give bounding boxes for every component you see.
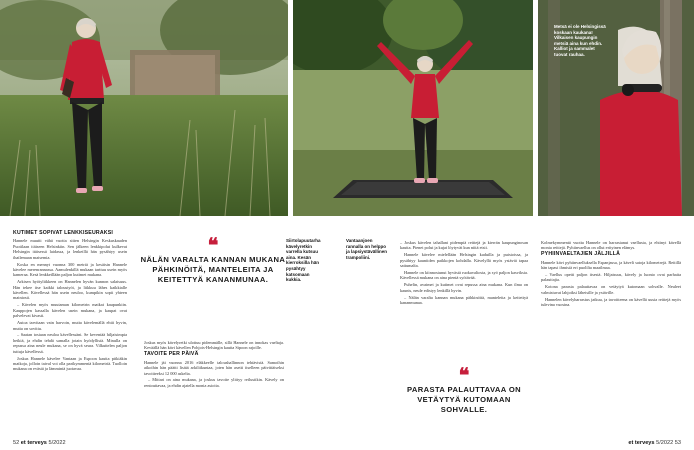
magazine-name-right: et terveys <box>628 440 655 446</box>
section-heading-tavoite: TAVOITE PER PÄIVÄ <box>144 351 199 358</box>
paragraph: Kolmekymmentä vuotta Hannele on harrastanut vaellusta, ja ehtinyt kävellä monia reittejä. Pyhiinvaellus on ollut erityinen elämys. <box>541 240 681 251</box>
paragraph: Hannelen kävelyharrastus jatkuu, ja tavoitteena on kävellä uusia reittejä myös tulevina vuosina. <box>541 296 681 308</box>
page-number-left: 52 <box>13 440 20 446</box>
paragraph: Hannele kävi pyhiinvaelluksella Espanjassa, ja käveli satoja kilometrejä. Reitillä hän tapasi ihmisiä eri puolilta maailmaa. <box>541 259 681 271</box>
paragraph: – Kävelen myös muutaman kilometrin matkat kaupunkiin. Kauppojen kassalla kävelen usein mukana, ja kaupat ovat palvelevat kivasti. <box>13 302 127 319</box>
paragraph: Kotona parasta palauttavaa on vetäytyä kutomaan sohvalle. Neuleet valmistuvat lahjoiksi läheisille ja ystäville. <box>541 284 681 295</box>
paragraph: Puhelin, avaimet ja kutimet ovat repussa aina mukana. Kun ilma on kaunis, neule edistyy lenkillä hyvin. <box>400 282 528 293</box>
paragraph: Hannele on kiinnostunut hyvästä ruokavaliosta, ja syö paljon kasviksia. Kävellessä mukana on aina pientä syötävää. <box>400 270 528 281</box>
paragraph: Autoa tarvitaan vain harvoin, mutta kävelemällä ehtii hyvin, mutta on sovittu. <box>13 320 127 331</box>
quote-mark-icon: ❝ <box>458 365 470 387</box>
caption-garden: Siirtolapuutarha kävelyretkin varrella kutsuu aina. Kesän kierroksilla hän pysähtyy katsomaan kukkia. <box>286 238 321 283</box>
left-column-2 <box>144 340 284 390</box>
paragraph: Hannele muutti vähä vuotta sitten Helsingin Keskuskauden Puotilaan itäiseen Helsinkiin. Sen jälkeen lenkkipolut kulkevat Helsingin itäisessä laidassa, ja lenkeillä hän pysähtyy usein ihailemaan maisemia. <box>13 238 127 260</box>
photo-woman-trampoline <box>293 0 533 216</box>
paragraph: – Saatan tosiaan neuloa kävellessäni. Se keventää hiljaisimpia hetkiä, ja ehdin tehdä samalla jotain hyödyllistä. Minulla on repussa aina neule mukana, se on hyvä seura. Vilkuttelen paljon tuttuja kävellessä. <box>13 332 127 354</box>
left-column-1 <box>13 230 127 373</box>
pull-quote-1: ❝ NÄLÄN VARALTA KANNAN MUKANA PÄHKINÖITÄ, MANTELEITA JA KEITETTYÄ KANANMUNAA. <box>140 235 286 284</box>
paragraph: Hannele jäi vuonna 2016 eläkkeelle taloushallinnon tehtävistä. Samoihin aikoihin hän päätti lisätä arkiliikuntaa, joten hän asetti itselleen päivittäiseksi tavoitteeksi 12 000 askelta. <box>144 359 284 376</box>
page-number-right: 53 <box>674 440 681 446</box>
pull-quote-2: ❝ PARASTA PALAUTTAVAA ON VETÄYTYÄ KUTOMAAN SOHVALLE. <box>404 370 524 415</box>
paragraph: – Nälän varalta kannan mukana pähkinöitä, manteleita ja keitettyä kananmunaa. <box>400 294 528 306</box>
paragraph: – Joskus kävelen tahallani pidempiä reittejä ja kierrän kaupunginosan kautta. Pienet polut ja kujat löytyvät kun niitä etsii. <box>400 240 528 251</box>
paragraph: Joskus myös kävelyretki ulottuu pidemmälle, sillä Hannele on innokas vaeltaja. Keväällä hän kävi kävellen Pohjois-Helsingin kautta Sipoon rajoille. <box>144 340 284 351</box>
paragraph: Arkisen hyötyliikkeen on Hannelen hyvän kunnon salaisuus. Hän tekee itse kaikki taloustyöt, ja liikkuu lähes kaikkialle kävellen. Kävellessä hän usein neuloo, kumpikin sopii yhteen mainiosti. <box>13 279 127 301</box>
issue-left: 5/2022 <box>48 440 66 446</box>
magazine-name-left: et terveys <box>20 440 47 446</box>
paragraph: Koska en mennyt vuonna 300 metriä ja kesäisin Hannele kävelee merenrannassa. Aamulenkillä mukaan tarttuu usein myös kameraa. Kesä lenkkeillään paljon kutimet mukana. <box>13 261 127 278</box>
caption-trampoline: Vantaanjoen rannalla on helppo ja lapsiystävällinen trampoliini. <box>346 238 388 260</box>
right-column-2 <box>541 240 681 309</box>
footer-left <box>13 440 66 446</box>
paragraph: – Vaellus opetti paljon itsestä. Hiljaisuus, kävely ja luonto ovat parhaita palauttajia. <box>541 272 681 283</box>
paragraph: Joskus Hannele kävelee Vantaan ja Espoon kautta pitkiäkin matkoja, jolloin taival voi olla parikymmentä kilometriä. Tuolloin mukana on evästä ja lämmintä juotavaa. <box>13 355 127 372</box>
section-heading-pyhiinvaeltajien: PYHIINVAELTAJIEN JÄLJILLÄ <box>541 251 621 258</box>
caption-forest: Metsä ei ole Helsingissä koskaan kaukana! Vilkaisen kaupungin metsiä aina kun ehdin. Kalliot ja sammalet tuovat rauhaa. <box>554 24 606 57</box>
paragraph: – Mittari on aina mukana, ja joskus tavoite ylittyy reilustikin. Kävely on rentouttavaa, ja ehdin ajatella monia asioita. <box>144 377 284 388</box>
issue-right: 5/2022 <box>656 440 674 446</box>
paragraph: Hannele kävelee mielellään Helsingin kaduilla ja puistoissa, ja pysähtyy kauniiden paikkojen kohdalla. Kävelyllä myös ystäviä tapaa sattumalta. <box>400 252 528 269</box>
right-column-1 <box>400 240 528 307</box>
photo-woman-walking-meadow <box>0 0 288 216</box>
quote-mark-icon: ❝ <box>207 235 219 257</box>
section-heading-kutimet: KUTIMET SOPIVAT LENKKISEURAKSI <box>13 230 114 236</box>
footer-right <box>628 440 681 446</box>
